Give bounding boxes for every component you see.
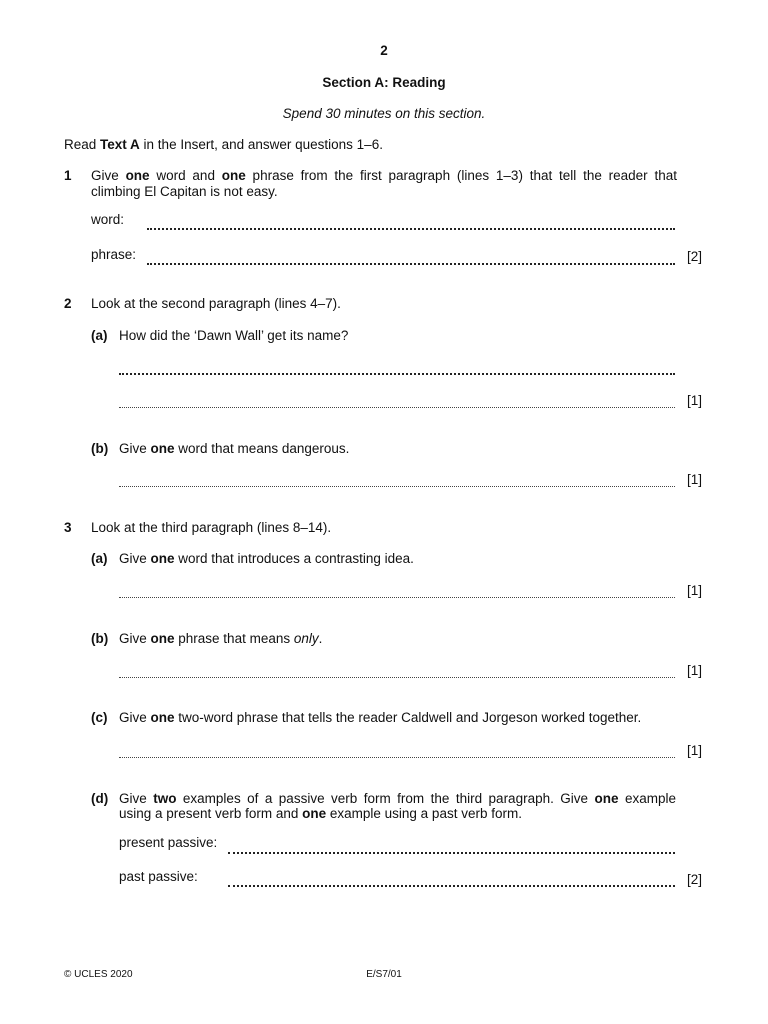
q1-word-answer-line[interactable] xyxy=(147,228,675,230)
q3b-marks: [1] xyxy=(687,663,703,678)
q3b-answer-line[interactable] xyxy=(119,677,675,678)
footer-code: E/S7/01 xyxy=(366,969,402,980)
q1-bold-b: one xyxy=(221,168,246,183)
q3a-post: word that introduces a contrasting idea. xyxy=(174,551,414,566)
q3b-bold: one xyxy=(150,631,175,646)
q1-bold-a: one xyxy=(125,168,150,183)
question-2-number: 2 xyxy=(64,296,72,311)
question-3-number: 3 xyxy=(64,520,72,535)
page-number: 2 xyxy=(380,43,388,58)
q3b-pre: Give xyxy=(119,631,151,646)
q3a-answer-line[interactable] xyxy=(119,597,675,598)
intro-bold: Text A xyxy=(100,137,140,152)
footer-copyright: © UCLES 2020 xyxy=(64,969,133,980)
q2a-marks: [1] xyxy=(687,393,703,408)
q2a-label: (a) xyxy=(91,328,108,343)
q3b-label: (b) xyxy=(91,631,109,646)
q3c-answer-line[interactable] xyxy=(119,757,675,758)
q3a-text xyxy=(119,551,414,566)
q3d-present-label: present passive: xyxy=(119,835,218,850)
q2b-answer-line[interactable] xyxy=(119,486,675,487)
q3a-marks: [1] xyxy=(687,583,703,598)
q3d-marks: [2] xyxy=(687,872,703,887)
q3d-t5: example using a past verb form. xyxy=(326,806,522,821)
q2b-pre: Give xyxy=(119,441,151,456)
section-title: Section A: Reading xyxy=(322,75,446,90)
q2b-marks: [1] xyxy=(687,472,703,487)
q3c-post: two-word phrase that tells the reader Caldwell and Jorgeson worked together. xyxy=(174,710,642,725)
q1-text-a: Give xyxy=(91,168,126,183)
q1-text-c: phrase from the first paragraph (lines 1–3) that tell the reader that xyxy=(245,168,677,183)
q2a-answer-line-2[interactable] xyxy=(119,407,675,408)
q3d-t4: using a present verb form and xyxy=(119,806,303,821)
q3d-t2: examples of a passive verb form from the third paragraph. Give xyxy=(176,791,595,806)
q1-word-label: word: xyxy=(91,212,125,227)
q3b-post: phrase that means xyxy=(174,631,294,646)
q3d-past-label: past passive: xyxy=(119,869,198,884)
question-3-text: Look at the third paragraph (lines 8–14). xyxy=(91,520,332,535)
intro-pre: Read xyxy=(64,137,101,152)
question-1-number: 1 xyxy=(64,168,72,183)
q3b-end: . xyxy=(318,631,323,646)
q3d-past-answer-line[interactable] xyxy=(228,885,675,887)
q3d-b1: two xyxy=(153,791,177,806)
q3b-text xyxy=(119,631,322,646)
q1-text-b: word and xyxy=(149,168,222,183)
q3d-t3: example xyxy=(618,791,676,806)
q3a-bold: one xyxy=(150,551,175,566)
q3c-bold: one xyxy=(150,710,175,725)
q3a-pre: Give xyxy=(119,551,151,566)
q2b-post: word that means dangerous. xyxy=(174,441,350,456)
q2a-text: How did the ‘Dawn Wall’ get its name? xyxy=(119,328,349,343)
question-1-text xyxy=(91,168,677,200)
q3c-marks: [1] xyxy=(687,743,703,758)
section-instruction: Spend 30 minutes on this section. xyxy=(282,106,486,121)
q1-marks: [2] xyxy=(687,249,703,264)
intro-text xyxy=(64,137,383,152)
q3c-pre: Give xyxy=(119,710,151,725)
q1-text-line2: climbing El Capitan is not easy. xyxy=(91,184,278,199)
q2b-label: (b) xyxy=(91,441,109,456)
q2b-bold: one xyxy=(150,441,175,456)
q2b-text xyxy=(119,441,349,456)
intro-post: in the Insert, and answer questions 1–6. xyxy=(139,137,383,152)
q3c-label: (c) xyxy=(91,710,108,725)
q3d-label: (d) xyxy=(91,791,109,806)
q2a-answer-line-1[interactable] xyxy=(119,373,675,375)
q3d-present-answer-line[interactable] xyxy=(228,852,675,854)
q3d-b2: one xyxy=(594,791,619,806)
q1-phrase-label: phrase: xyxy=(91,247,137,262)
q3d-t1: Give xyxy=(119,791,154,806)
q3b-italic: only xyxy=(293,631,319,646)
q3c-text xyxy=(119,710,641,725)
q3a-label: (a) xyxy=(91,551,108,566)
q3d-b3: one xyxy=(302,806,327,821)
q3d-text xyxy=(119,791,676,821)
q1-phrase-answer-line[interactable] xyxy=(147,263,675,265)
question-2-text: Look at the second paragraph (lines 4–7). xyxy=(91,296,341,311)
